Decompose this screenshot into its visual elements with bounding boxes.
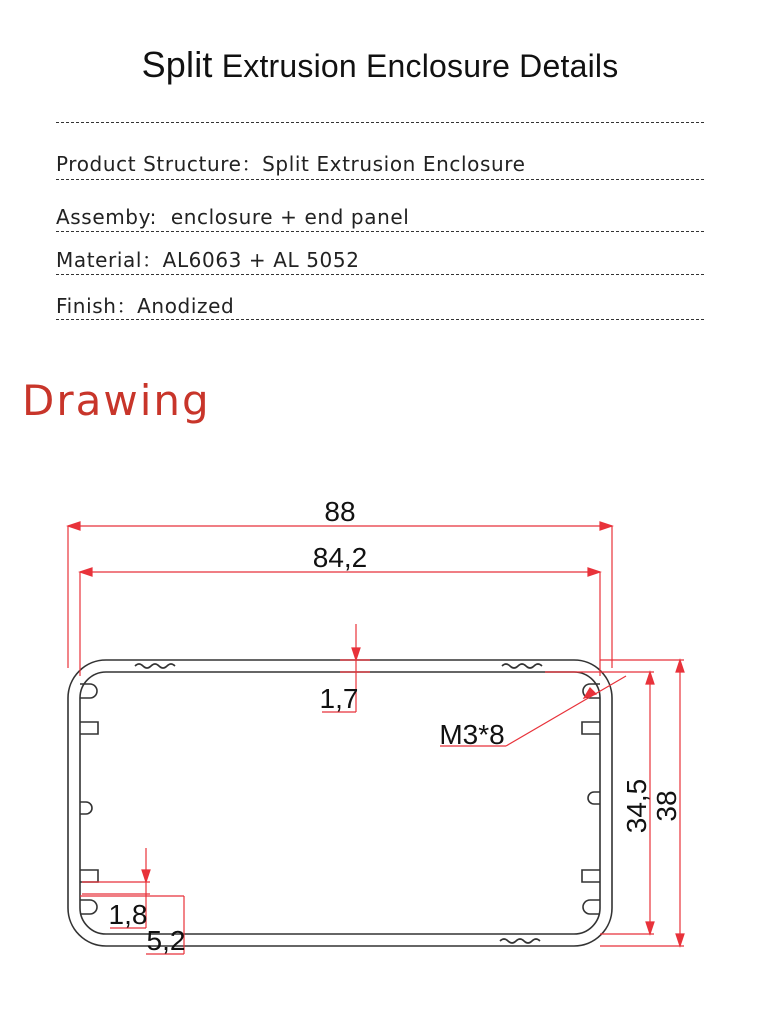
spec-value: Anodized	[137, 294, 235, 318]
grip-groove-bottom-right	[500, 939, 540, 943]
spec-value: AL6063 + AL 5052	[162, 248, 360, 272]
pcb-slot-bottom-right	[582, 870, 600, 882]
title-part-1: Split	[141, 44, 213, 85]
spec-value: enclosure + end panel	[170, 205, 410, 229]
mid-channel-left	[80, 802, 92, 814]
spec-label: Product Structure：	[56, 152, 263, 176]
spec-label: Material：	[56, 248, 163, 272]
dim-inner-height: 34,5	[621, 778, 652, 834]
dim-overall-width: 88	[324, 496, 356, 527]
spec-label: Assemby:	[56, 205, 157, 229]
pcb-slot-top-left	[80, 722, 98, 734]
screw-channel-bottom-left	[80, 900, 97, 914]
dim-slot: 5,2	[146, 925, 186, 956]
mid-channel-right	[588, 792, 600, 804]
title-part-2: Extrusion Enclosure Details	[221, 48, 619, 84]
pcb-slot-top-right	[582, 722, 600, 734]
dim-wall-top: 1,7	[319, 683, 359, 714]
dim-wall-bottom: 1,8	[108, 899, 148, 930]
dim-screw: M3*8	[439, 719, 505, 750]
dim-inner-width: 84,2	[312, 542, 368, 573]
grip-groove-top-left	[135, 664, 175, 668]
pcb-slot-bottom-left	[80, 870, 98, 882]
spec-value: Split Extrusion Enclosure	[262, 152, 526, 176]
drawing-heading: Drawing	[22, 376, 211, 425]
grip-groove-top-right	[502, 664, 542, 668]
screw-channel-bottom-right	[583, 900, 600, 914]
dimension-lines	[68, 522, 684, 954]
dim-overall-height: 38	[651, 790, 682, 822]
spec-label: Finish：	[56, 294, 138, 318]
